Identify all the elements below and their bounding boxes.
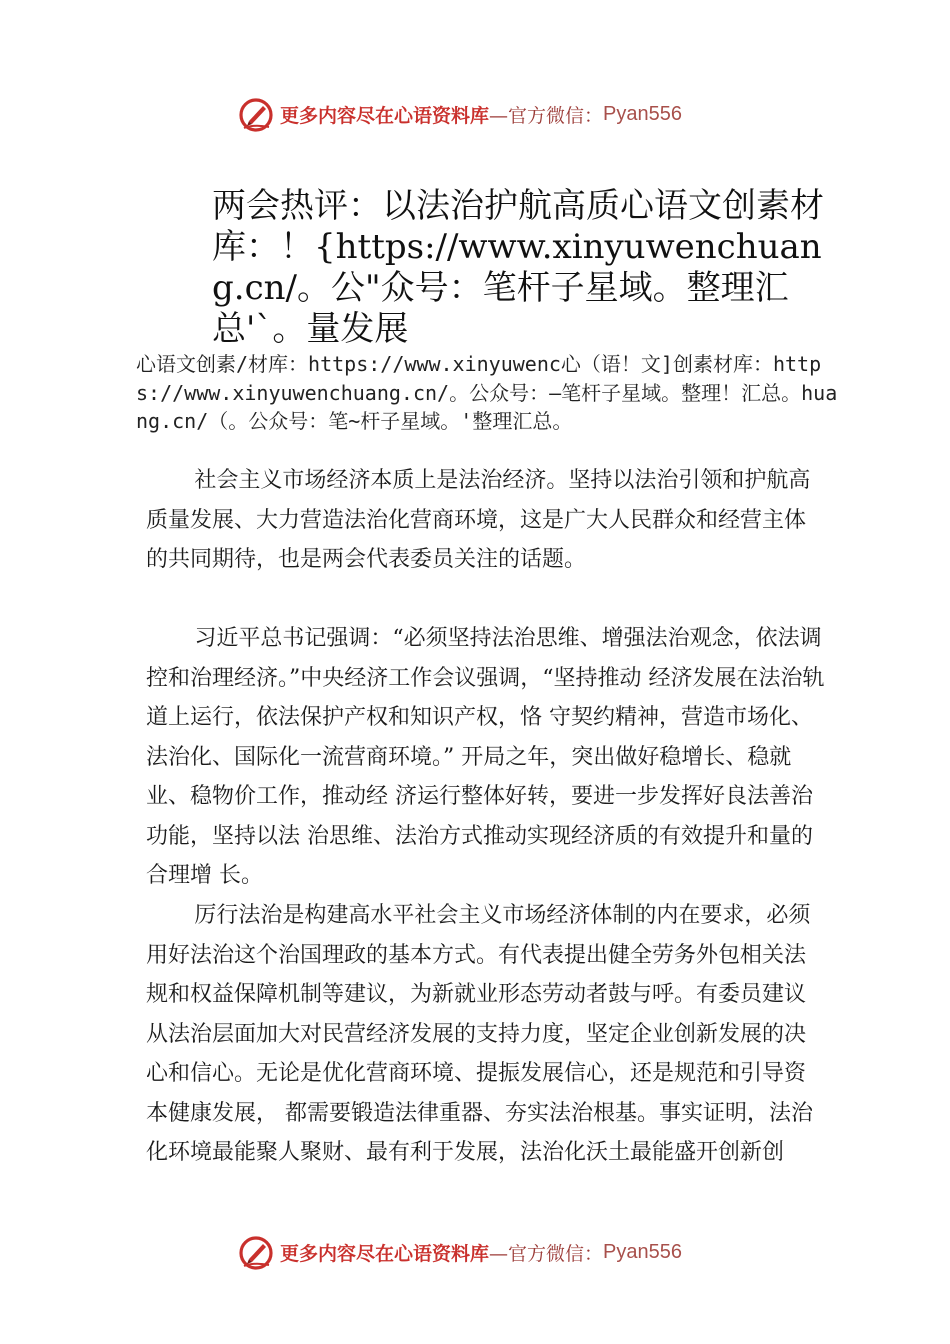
header-banner <box>236 92 756 136</box>
banner-brand-text: 更多内容尽在心语资料库 <box>280 104 490 127</box>
banner-wechat-id: Pyan556 <box>603 1240 682 1263</box>
footer-banner <box>236 1230 756 1274</box>
source-note: 心语文创素/材库：https://www.xinyuwenc心（语！文]创素材库：https://www.xinyuwenchuang.cn/。公众号：—笔杆子星域。整理！汇总。huang.cn/（。公众号：笔~杆子星域。'整理汇总。 <box>136 352 838 433</box>
banner-official-label: —官方微信： <box>489 1242 604 1265</box>
banner-wechat-id: Pyan556 <box>603 102 682 125</box>
document-title: 两会热评：以法治护航高质心语文创素材库：！{https://www.xinyuwenchuang.cn/。公"众号：笔杆子星域。整理汇总'`。量发展 <box>212 186 824 349</box>
pen-logo-icon <box>236 94 276 134</box>
body-paragraph: 社会主义市场经济本质上是法治经济。坚持以法治引领和护航高质量发展、大力营造法治化营商环境，这是广大人民群众和经营主体的共同期待，也是两会代表委员关注的话题。 <box>146 468 811 572</box>
body-paragraph: 厉行法治是构建高水平社会主义市场经济体制的内在要求，必须用好法治这个治国理政的基本方式。有代表提出健全劳务外包相关法规和权益保障机制等建议，为新就业形态劳动者鼓与呼。有委员建议从法治层面加大对民营经济发展的支持力度，坚定企业创新发展的决心和信心。无论是优化营商环境、提振发展信心，还是规范和引导资本健康发展， 都需要锻造法律重器、夯实法治根基。事实证明，法治化环境最能聚人聚财、最有利于发展，法治化沃土最能盛开创新创 <box>146 903 813 1165</box>
banner-official-label: —官方微信： <box>489 104 604 127</box>
pen-logo-icon <box>236 1232 276 1272</box>
body-paragraph: 习近平总书记强调：“必须坚持法治思维、增强法治观念，依法调控和治理经济。”中央经济工作会议强调，“坚持推动 经济发展在法治轨道上运行，依法保护产权和知识产权，恪 守契约精神，营造市场化、法治化、国际化一流营商环境。” 开局之年，突出做好稳增长、稳就业、稳物价工作，推动经 济运行整体好转，要进一步发挥好良法善治功能，坚持以法 治思维、法治方式推动实现经济质的有效提升和量的合理增 长。 <box>146 626 825 888</box>
banner-brand-text: 更多内容尽在心语资料库 <box>280 1242 490 1265</box>
